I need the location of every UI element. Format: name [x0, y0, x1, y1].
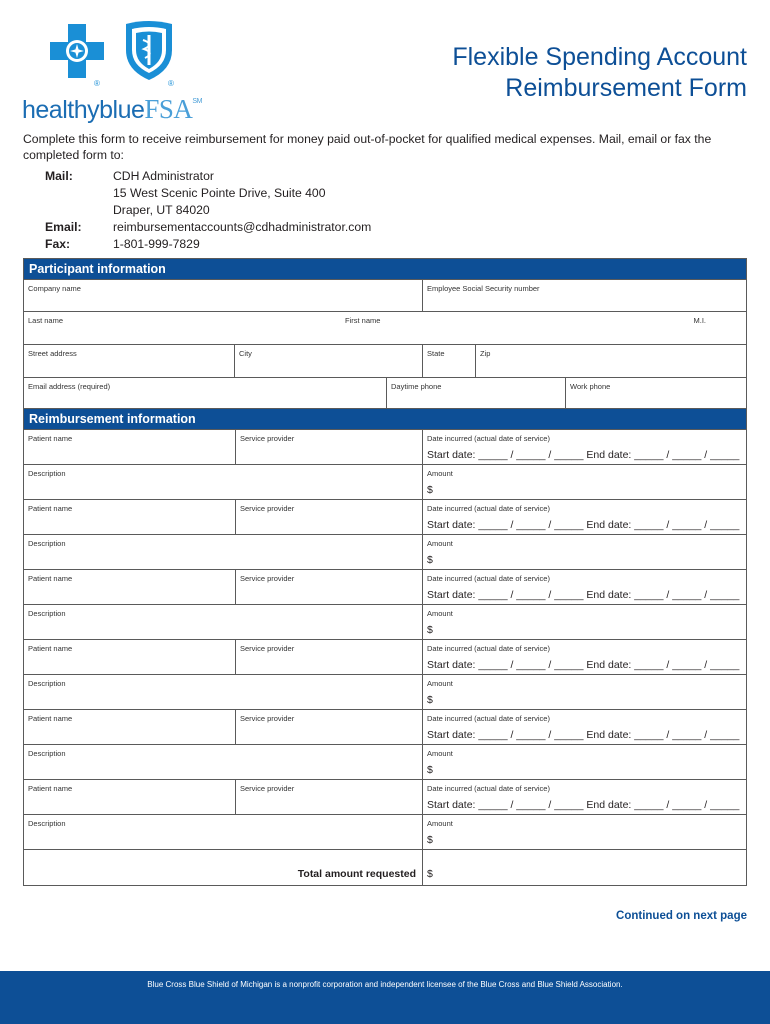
state-field[interactable] [422, 345, 475, 377]
date-incurred-field[interactable] [422, 710, 746, 744]
total-dollar-sign: $ [427, 868, 433, 880]
fax-label: Fax: [45, 237, 71, 251]
service-provider-field[interactable] [235, 430, 422, 464]
amount-dollar-sign: $ [427, 624, 433, 636]
email-label: Email: [45, 220, 82, 234]
city-field[interactable] [234, 345, 422, 377]
description-label: Description [28, 819, 66, 828]
reimbursement-entry [24, 569, 746, 639]
footer [0, 971, 770, 1024]
first-name-field[interactable] [341, 312, 746, 344]
amount-label: Amount [427, 609, 453, 618]
daytime-phone-label: Daytime phone [391, 382, 442, 391]
date-incurred-label: Date incurred (actual date of service) [427, 714, 550, 723]
total-amount-label: Total amount requested [297, 868, 416, 880]
patient-name-label: Patient name [28, 644, 73, 653]
amount-field[interactable] [422, 745, 746, 779]
title-line-1: Flexible Spending Account [452, 43, 747, 71]
reg-mark: ® [168, 79, 174, 88]
description-field[interactable] [24, 815, 422, 849]
contact-block [45, 168, 371, 253]
start-end-dates: Start date: _____ / _____ / _____ End date: _____ / _____ / _____ [427, 799, 740, 811]
start-end-dates: Start date: _____ / _____ / _____ End date: _____ / _____ / _____ [427, 729, 740, 741]
service-provider-label: Service provider [240, 574, 295, 583]
reimbursement-entry [24, 779, 746, 849]
date-incurred-field[interactable] [422, 570, 746, 604]
continued-note: Continued on next page [616, 910, 747, 922]
patient-name-field[interactable] [24, 430, 235, 464]
mi-label: M.I. [693, 316, 706, 325]
date-incurred-label: Date incurred (actual date of service) [427, 784, 550, 793]
description-field[interactable] [24, 605, 422, 639]
brand-sm: SM [192, 98, 202, 105]
service-provider-label: Service provider [240, 784, 295, 793]
amount-label: Amount [427, 819, 453, 828]
amount-label: Amount [427, 469, 453, 478]
amount-dollar-sign: $ [427, 554, 433, 566]
description-label: Description [28, 539, 66, 548]
service-provider-field[interactable] [235, 780, 422, 814]
reimbursement-entry [24, 429, 746, 499]
date-incurred-label: Date incurred (actual date of service) [427, 644, 550, 653]
email-address: reimbursementaccounts@cdhadministrator.com [113, 220, 372, 234]
amount-field[interactable] [422, 675, 746, 709]
brand-fsa: FSA [144, 94, 193, 124]
page-title [452, 42, 747, 104]
patient-name-field[interactable] [24, 640, 235, 674]
ssn-field[interactable] [422, 280, 746, 311]
reimbursement-entry [24, 639, 746, 709]
company-name-label: Company name [28, 284, 81, 293]
service-provider-label: Service provider [240, 504, 295, 513]
date-incurred-field[interactable] [422, 640, 746, 674]
patient-name-field[interactable] [24, 570, 235, 604]
brand-wordmark [22, 94, 202, 125]
brand-logo [22, 18, 212, 128]
first-name-label: First name [345, 316, 381, 325]
title-line-2: Reimbursement Form [505, 74, 747, 102]
reimbursement-section [23, 408, 747, 886]
date-incurred-label: Date incurred (actual date of service) [427, 434, 550, 443]
brand-blue: blue [99, 96, 145, 124]
reg-mark: ® [94, 79, 100, 88]
description-field[interactable] [24, 675, 422, 709]
amount-dollar-sign: $ [427, 834, 433, 846]
amount-label: Amount [427, 539, 453, 548]
description-label: Description [28, 749, 66, 758]
patient-name-field[interactable] [24, 500, 235, 534]
blue-cross-icon [48, 22, 106, 88]
state-label: State [427, 349, 445, 358]
brand-healthy: healthy [22, 96, 100, 124]
mail-label: Mail: [45, 169, 73, 183]
email-address-field[interactable] [24, 378, 386, 409]
mail-line-3: Draper, UT 84020 [113, 203, 210, 217]
street-label: Street address [28, 349, 77, 358]
amount-field[interactable] [422, 815, 746, 849]
fax-number: 1-801-999-7829 [113, 237, 200, 251]
patient-name-field[interactable] [24, 780, 235, 814]
patient-name-label: Patient name [28, 504, 73, 513]
reimbursement-heading: Reimbursement information [24, 409, 746, 429]
start-end-dates: Start date: _____ / _____ / _____ End date: _____ / _____ / _____ [427, 659, 740, 671]
last-name-field[interactable] [24, 312, 341, 344]
amount-dollar-sign: $ [427, 764, 433, 776]
description-field[interactable] [24, 535, 422, 569]
participant-heading: Participant information [24, 259, 746, 279]
reimbursement-entry [24, 709, 746, 779]
total-label-cell [24, 850, 422, 885]
zip-label: Zip [480, 349, 491, 358]
patient-name-label: Patient name [28, 714, 73, 723]
patient-name-label: Patient name [28, 784, 73, 793]
last-name-label: Last name [28, 316, 64, 325]
date-incurred-label: Date incurred (actual date of service) [427, 504, 550, 513]
description-field[interactable] [24, 745, 422, 779]
patient-name-label: Patient name [28, 434, 73, 443]
mail-line-2: 15 West Scenic Pointe Drive, Suite 400 [113, 186, 326, 200]
total-amount-field[interactable] [422, 850, 746, 885]
description-label: Description [28, 609, 66, 618]
service-provider-label: Service provider [240, 644, 295, 653]
participant-email-label: Email address (required) [28, 382, 111, 391]
participant-section [23, 258, 747, 410]
company-name-field[interactable] [24, 280, 422, 311]
description-field[interactable] [24, 465, 422, 499]
reimbursement-entry [24, 499, 746, 569]
mail-line-1: CDH Administrator [113, 169, 214, 183]
date-incurred-field[interactable] [422, 430, 746, 464]
description-label: Description [28, 469, 66, 478]
footer-text: Blue Cross Blue Shield of Michigan is a nonprofit corporation and independent licensee of the Blue Cross and Blue Shield Association. [147, 980, 623, 989]
start-end-dates: Start date: _____ / _____ / _____ End date: _____ / _____ / _____ [427, 589, 740, 601]
amount-field[interactable] [422, 605, 746, 639]
work-phone-field[interactable] [565, 378, 746, 409]
service-provider-field[interactable] [235, 500, 422, 534]
date-incurred-label: Date incurred (actual date of service) [427, 574, 550, 583]
patient-name-field[interactable] [24, 710, 235, 744]
service-provider-field[interactable] [235, 640, 422, 674]
description-label: Description [28, 679, 66, 688]
blue-shield-icon [120, 20, 178, 88]
amount-dollar-sign: $ [427, 694, 433, 706]
zip-field[interactable] [475, 345, 746, 377]
intro-text: Complete this form to receive reimbursement for money paid out-of-pocket for qualified medical expenses. Mail, email or fax the completed form to: [23, 132, 712, 162]
service-provider-label: Service provider [240, 434, 295, 443]
date-incurred-field[interactable] [422, 500, 746, 534]
ssn-label: Employee Social Security number [427, 284, 540, 293]
amount-label: Amount [427, 679, 453, 688]
work-phone-label: Work phone [570, 382, 611, 391]
amount-field[interactable] [422, 465, 746, 499]
city-label: City [239, 349, 252, 358]
date-incurred-field[interactable] [422, 780, 746, 814]
start-end-dates: Start date: _____ / _____ / _____ End date: _____ / _____ / _____ [427, 449, 740, 461]
street-address-field[interactable] [24, 345, 234, 377]
service-provider-field[interactable] [235, 710, 422, 744]
service-provider-label: Service provider [240, 714, 295, 723]
start-end-dates: Start date: _____ / _____ / _____ End date: _____ / _____ / _____ [427, 519, 740, 531]
patient-name-label: Patient name [28, 574, 73, 583]
amount-label: Amount [427, 749, 453, 758]
service-provider-field[interactable] [235, 570, 422, 604]
amount-field[interactable] [422, 535, 746, 569]
amount-dollar-sign: $ [427, 484, 433, 496]
daytime-phone-field[interactable] [386, 378, 565, 409]
